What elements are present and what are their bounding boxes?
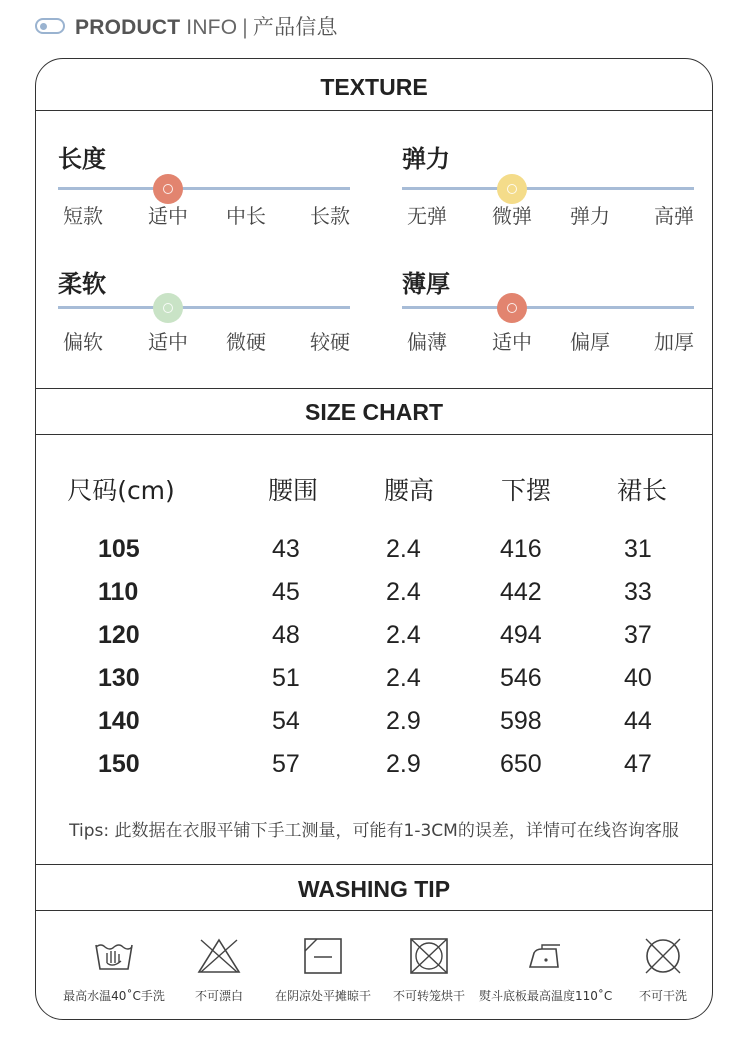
texture-marker-icon bbox=[497, 293, 527, 323]
size-column-header: 腰高 bbox=[383, 476, 434, 505]
texture-option: 偏薄 bbox=[407, 330, 447, 354]
divider bbox=[36, 434, 712, 435]
size-cell: 2.4 bbox=[386, 621, 421, 649]
iron-max-110-icon bbox=[479, 937, 609, 979]
texture-option: 微硬 bbox=[226, 330, 266, 354]
texture-option: 适中 bbox=[148, 204, 188, 228]
size-cell: 51 bbox=[272, 664, 300, 692]
size-cell: 442 bbox=[500, 578, 542, 606]
size-cell: 48 bbox=[272, 621, 300, 649]
size-cell: 37 bbox=[624, 621, 652, 649]
size-row-label: 105 bbox=[98, 535, 140, 563]
size-row-label: 120 bbox=[98, 621, 140, 649]
product-info-card bbox=[35, 58, 713, 1020]
size-cell: 546 bbox=[500, 664, 542, 692]
texture-marker-icon bbox=[153, 293, 183, 323]
size-cell: 43 bbox=[272, 535, 300, 563]
texture-option: 中长 bbox=[226, 204, 266, 228]
texture-group-title: 长度 bbox=[58, 145, 106, 173]
texture-option: 加厚 bbox=[654, 330, 694, 354]
washing-item bbox=[598, 937, 728, 1004]
texture-group-title: 薄厚 bbox=[402, 270, 450, 298]
size-cell: 31 bbox=[624, 535, 652, 563]
toggle-icon bbox=[35, 18, 65, 34]
size-column-header: 尺码(cm) bbox=[67, 476, 175, 505]
size-cell: 54 bbox=[272, 707, 300, 735]
size-cell: 44 bbox=[624, 707, 652, 735]
size-tips: Tips: 此数据在衣服平铺下手工测量，可能有1-3CM的误差，详情可在线咨询客服 bbox=[69, 821, 679, 841]
size-cell: 2.4 bbox=[386, 535, 421, 563]
texture-option: 微弹 bbox=[492, 204, 532, 228]
size-cell: 40 bbox=[624, 664, 652, 692]
texture-track bbox=[58, 306, 350, 309]
texture-option: 较硬 bbox=[310, 330, 350, 354]
size-cell: 650 bbox=[500, 750, 542, 778]
texture-option: 适中 bbox=[492, 330, 532, 354]
size-chart-title: SIZE CHART bbox=[305, 399, 443, 425]
size-cell: 2.9 bbox=[386, 750, 421, 778]
washing-label: 最高水温40˚C手洗 bbox=[63, 989, 165, 1003]
size-column-header: 下摆 bbox=[500, 476, 551, 505]
texture-marker-icon bbox=[497, 174, 527, 204]
texture-marker-icon bbox=[153, 174, 183, 204]
size-row-label: 140 bbox=[98, 707, 140, 735]
washing-tip-title: WASHING TIP bbox=[297, 876, 451, 902]
no-dry-clean-icon bbox=[598, 937, 728, 979]
size-cell: 416 bbox=[500, 535, 542, 563]
texture-track bbox=[58, 187, 350, 190]
size-row-label: 110 bbox=[98, 578, 139, 606]
texture-option: 适中 bbox=[148, 330, 188, 354]
size-cell: 494 bbox=[500, 621, 542, 649]
washing-item bbox=[364, 937, 494, 1004]
product-info-header bbox=[35, 12, 338, 40]
size-cell: 33 bbox=[624, 578, 652, 606]
washing-label: 不可漂白 bbox=[194, 989, 243, 1003]
size-cell: 598 bbox=[500, 707, 542, 735]
divider bbox=[36, 864, 712, 865]
size-cell: 47 bbox=[624, 750, 652, 778]
texture-track bbox=[402, 187, 694, 190]
texture-option: 偏软 bbox=[63, 330, 103, 354]
size-cell: 45 bbox=[272, 578, 300, 606]
divider bbox=[36, 110, 712, 111]
no-tumble-dry-icon bbox=[364, 937, 494, 979]
texture-option: 高弹 bbox=[654, 204, 694, 228]
size-cell: 2.9 bbox=[386, 707, 421, 735]
size-cell: 2.4 bbox=[386, 578, 421, 606]
washing-label: 不可转笼烘干 bbox=[392, 989, 465, 1003]
size-row-label: 130 bbox=[98, 664, 140, 692]
texture-option: 无弹 bbox=[407, 204, 447, 228]
header-title: PRODUCT INFO | 产品信息 bbox=[75, 16, 338, 39]
size-cell: 2.4 bbox=[386, 664, 421, 692]
texture-option: 偏厚 bbox=[570, 330, 610, 354]
texture-option: 短款 bbox=[63, 204, 103, 228]
washing-item bbox=[479, 937, 613, 1004]
texture-option: 长款 bbox=[310, 204, 350, 228]
texture-title: TEXTURE bbox=[320, 74, 428, 100]
size-column-header: 腰围 bbox=[267, 476, 318, 505]
texture-group-title: 柔软 bbox=[58, 270, 106, 298]
washing-label: 在阴凉处平摊晾干 bbox=[274, 989, 371, 1003]
washing-label: 熨斗底板最高温度110˚C bbox=[479, 989, 613, 1003]
divider bbox=[36, 388, 712, 389]
size-cell: 57 bbox=[272, 750, 300, 778]
size-column-header: 裙长 bbox=[616, 476, 667, 505]
size-row-label: 150 bbox=[98, 750, 140, 778]
texture-option: 弹力 bbox=[570, 204, 610, 228]
texture-track bbox=[402, 306, 694, 309]
divider bbox=[36, 910, 712, 911]
texture-group-title: 弹力 bbox=[402, 145, 450, 173]
washing-label: 不可干洗 bbox=[638, 989, 687, 1003]
